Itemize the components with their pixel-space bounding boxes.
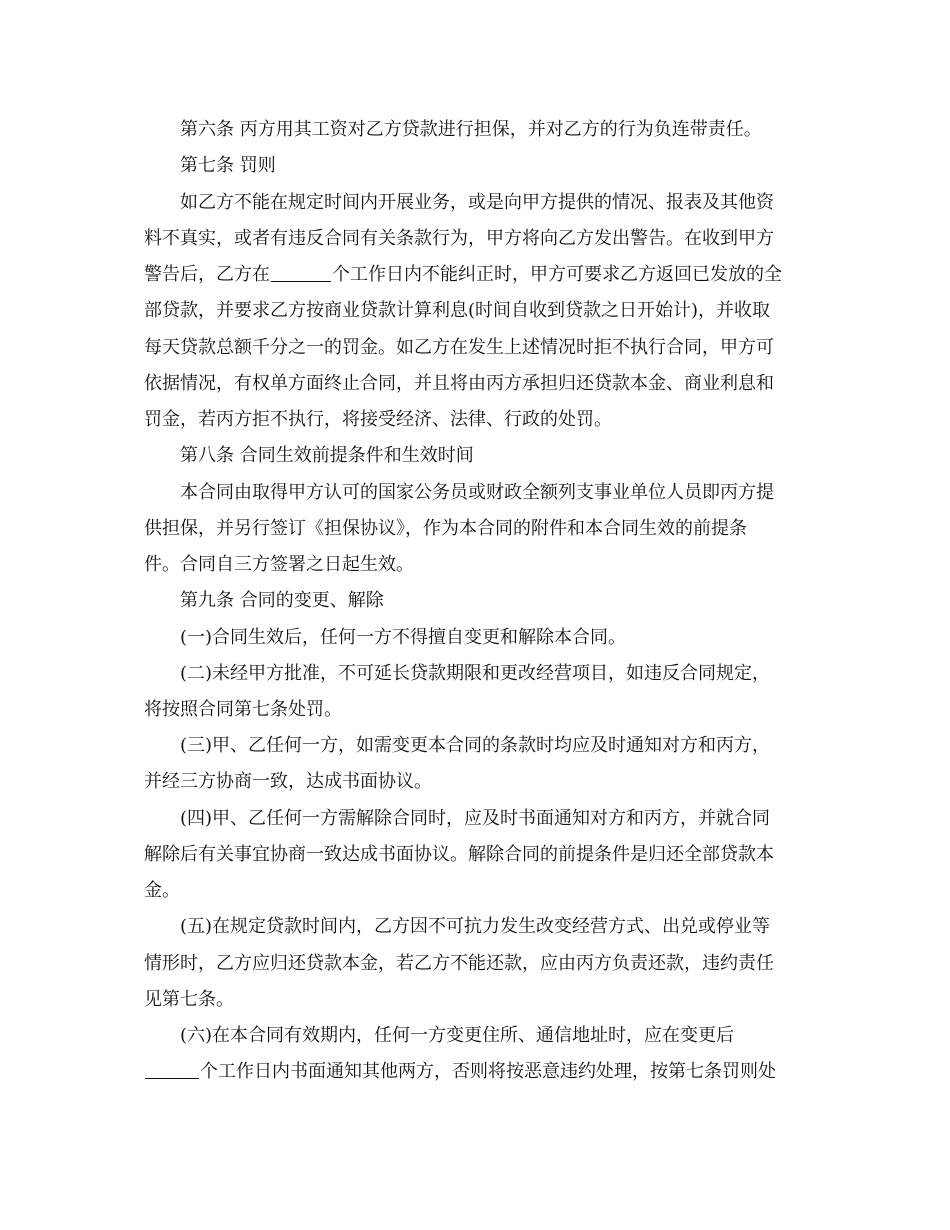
paragraph-line: 本合同由取得甲方认可的国家公务员或财政全额列支事业单位人员即丙方提 xyxy=(180,482,774,503)
paragraph-line: 见第七条。 xyxy=(144,989,234,1010)
paragraph-line-with-blank xyxy=(144,257,782,293)
paragraph-line: 情形时，乙方应归还贷款本金，若乙方不能还款，应由丙方负责还款，违约责任 xyxy=(144,953,774,974)
paragraph-line: 每天贷款总额千分之一的罚金。如乙方在发生上述情况时拒不执行合同，甲方可 xyxy=(144,337,774,358)
paragraph-line: 如乙方不能在规定时间内开展业务，或是向甲方提供的情况、报表及其他资 xyxy=(180,192,774,213)
text-after-blank: 个工作日内不能纠正时，甲方可要求乙方返回已发放的全 xyxy=(332,264,782,285)
clause-2: (二)未经甲方批准，不可延长贷款期限和更改经营项目，如违反合同规定， xyxy=(180,663,771,684)
paragraph-line: 将按照合同第七条处罚。 xyxy=(144,699,342,720)
clause-5: (五)在规定贷款时间内，乙方因不可抗力发生改变经营方式、出兑或停业等 xyxy=(180,916,771,937)
article-7-heading: 第七条 罚则 xyxy=(180,155,276,176)
paragraph-line: 金。 xyxy=(144,880,180,901)
fill-in-blank[interactable] xyxy=(145,1060,199,1079)
paragraph-line: 部贷款，并要求乙方按商业贷款计算利息(时间自收到贷款之日开始计)，并收取 xyxy=(144,300,771,321)
text-after-blank: 个工作日内书面通知其他两方，否则将按恶意违约处理，按第七条罚则处 xyxy=(200,1061,776,1082)
paragraph-line: 并经三方协商一致，达成书面协议。 xyxy=(144,771,432,792)
paragraph-line: 料不真实，或者有违反合同有关条款行为，甲方将向乙方发出警告。在收到甲方 xyxy=(144,228,774,249)
clause-3: (三)甲、乙任何一方，如需变更本合同的条款时均应及时通知对方和丙方， xyxy=(180,735,771,756)
fill-in-blank[interactable] xyxy=(271,263,331,282)
clause-1: (一)合同生效后，任何一方不得擅自变更和解除本合同。 xyxy=(180,627,627,648)
text-before-blank: 警告后，乙方在 xyxy=(144,264,270,285)
paragraph-line: 供担保，并另行签订《担保协议》，作为本合同的附件和本合同生效的前提条 xyxy=(144,518,747,539)
paragraph-line: 件。合同自三方签署之日起生效。 xyxy=(144,554,414,575)
article-8-heading: 第八条 合同生效前提条件和生效时间 xyxy=(180,445,474,466)
paragraph-line-with-blank xyxy=(144,1054,776,1090)
article-6-text: 第六条 丙方用其工资对乙方贷款进行担保，并对乙方的行为负连带责任。 xyxy=(180,119,762,140)
paragraph-line: 解除后有关事宜协商一致达成书面协议。解除合同的前提条件是归还全部贷款本 xyxy=(144,844,774,865)
article-9-heading: 第九条 合同的变更、解除 xyxy=(180,590,384,611)
clause-6: (六)在本合同有效期内，任何一方变更住所、通信地址时，应在变更后 xyxy=(180,1025,735,1046)
paragraph-line: 依据情况，有权单方面终止合同，并且将由丙方承担归还贷款本金、商业利息和 xyxy=(144,373,774,394)
clause-4: (四)甲、乙任何一方需解除合同时，应及时书面通知对方和丙方，并就合同 xyxy=(180,808,771,829)
paragraph-line: 罚金，若丙方拒不执行，将接受经济、法律、行政的处罚。 xyxy=(144,409,612,430)
